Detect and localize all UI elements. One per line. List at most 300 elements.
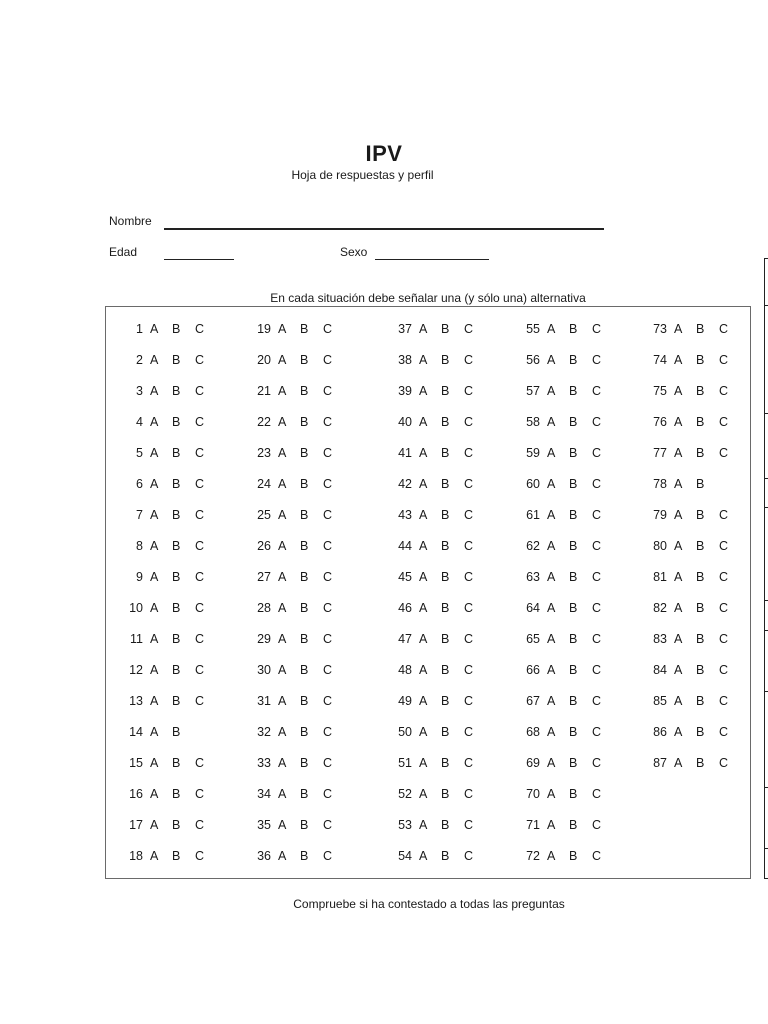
answer-option-c[interactable]: C (592, 849, 602, 863)
question-number: 52 (398, 787, 412, 801)
answer-option-b[interactable]: B (569, 725, 578, 739)
question-number: 14 (129, 725, 143, 739)
answer-option-c[interactable]: C (195, 787, 205, 801)
answer-option-c[interactable]: C (592, 756, 602, 770)
answer-option-c[interactable]: C (719, 539, 729, 553)
answer-option-a[interactable]: A (278, 353, 287, 367)
answer-option-b[interactable]: B (441, 756, 450, 770)
answer-option-c[interactable]: C (592, 663, 602, 677)
answer-option-c[interactable]: C (464, 384, 474, 398)
answer-option-c[interactable]: C (592, 322, 602, 336)
answer-option-a[interactable]: A (278, 787, 287, 801)
question-number: 6 (136, 477, 143, 491)
answer-option-a[interactable]: A (419, 353, 428, 367)
answer-option-b[interactable]: B (172, 787, 181, 801)
answer-option-b[interactable]: B (300, 322, 309, 336)
answer-option-c[interactable]: C (323, 756, 333, 770)
answer-option-a[interactable]: A (674, 353, 683, 367)
answer-option-a[interactable]: A (547, 508, 556, 522)
answer-option-a[interactable]: A (547, 849, 556, 863)
answer-option-b[interactable]: B (300, 818, 309, 832)
answer-option-b[interactable]: B (172, 477, 181, 491)
answer-option-a[interactable]: A (278, 632, 287, 646)
question-number: 47 (398, 632, 412, 646)
answer-option-b[interactable]: B (569, 415, 578, 429)
answer-option-b[interactable]: B (172, 415, 181, 429)
question-number: 30 (257, 663, 271, 677)
answer-option-c[interactable]: C (323, 632, 333, 646)
answer-option-c[interactable]: C (323, 446, 333, 460)
question-number: 54 (398, 849, 412, 863)
question-number: 28 (257, 601, 271, 615)
answer-option-b[interactable]: B (172, 508, 181, 522)
answer-option-c[interactable]: C (323, 384, 333, 398)
answer-option-a[interactable]: A (150, 322, 159, 336)
answer-option-c[interactable]: C (719, 384, 729, 398)
answer-option-b[interactable]: B (172, 756, 181, 770)
answer-option-a[interactable]: A (419, 787, 428, 801)
answer-option-b[interactable]: B (172, 539, 181, 553)
question-number: 21 (257, 384, 271, 398)
answer-option-c[interactable]: C (719, 353, 729, 367)
answer-option-a[interactable]: A (674, 725, 683, 739)
answer-option-b[interactable]: B (300, 632, 309, 646)
question-number: 7 (136, 508, 143, 522)
answer-option-c[interactable]: C (464, 415, 474, 429)
answer-option-b[interactable]: B (300, 663, 309, 677)
answer-option-c[interactable]: C (592, 446, 602, 460)
answer-option-a[interactable]: A (419, 632, 428, 646)
answer-option-c[interactable]: C (464, 508, 474, 522)
answer-option-a[interactable]: A (674, 539, 683, 553)
answer-option-b[interactable]: B (441, 818, 450, 832)
answer-option-b[interactable]: B (696, 384, 705, 398)
answer-option-c[interactable]: C (719, 632, 729, 646)
answer-option-a[interactable]: A (419, 601, 428, 615)
answer-option-b[interactable]: B (696, 477, 705, 491)
answer-option-a[interactable]: A (150, 384, 159, 398)
answer-option-c[interactable]: C (719, 756, 729, 770)
answer-option-a[interactable]: A (547, 446, 556, 460)
answer-option-c[interactable]: C (719, 322, 729, 336)
answer-option-a[interactable]: A (419, 322, 428, 336)
answer-option-a[interactable]: A (278, 663, 287, 677)
answer-option-c[interactable]: C (719, 415, 729, 429)
answer-option-c[interactable]: C (195, 322, 205, 336)
answer-option-c[interactable]: C (592, 570, 602, 584)
answer-option-b[interactable]: B (569, 787, 578, 801)
answer-option-b[interactable]: B (441, 849, 450, 863)
answer-option-b[interactable]: B (569, 570, 578, 584)
answer-option-c[interactable]: C (195, 849, 205, 863)
answer-option-a[interactable]: A (674, 570, 683, 584)
answer-option-a[interactable]: A (419, 694, 428, 708)
answer-option-b[interactable]: B (300, 415, 309, 429)
answer-option-c[interactable]: C (464, 322, 474, 336)
answer-option-c[interactable]: C (464, 632, 474, 646)
answer-option-c[interactable]: C (592, 384, 602, 398)
answer-option-b[interactable]: B (300, 694, 309, 708)
answer-option-b[interactable]: B (569, 477, 578, 491)
answer-option-b[interactable]: B (696, 570, 705, 584)
question-number: 13 (129, 694, 143, 708)
question-number: 33 (257, 756, 271, 770)
answer-option-a[interactable]: A (674, 477, 683, 491)
answer-option-b[interactable]: B (696, 322, 705, 336)
answer-option-a[interactable]: A (674, 384, 683, 398)
question-number: 56 (526, 353, 540, 367)
profile-chart-tick (764, 305, 768, 306)
answer-option-a[interactable]: A (150, 570, 159, 584)
answer-option-c[interactable]: C (464, 663, 474, 677)
answer-option-b[interactable]: B (172, 353, 181, 367)
answer-option-b[interactable]: B (441, 663, 450, 677)
answer-option-a[interactable]: A (278, 446, 287, 460)
answer-option-b[interactable]: B (300, 849, 309, 863)
answer-option-a[interactable]: A (547, 322, 556, 336)
answer-option-b[interactable]: B (569, 694, 578, 708)
answer-option-b[interactable]: B (569, 446, 578, 460)
answer-option-a[interactable]: A (150, 601, 159, 615)
answer-option-c[interactable]: C (464, 477, 474, 491)
question-number: 43 (398, 508, 412, 522)
answer-option-a[interactable]: A (419, 539, 428, 553)
answer-option-c[interactable]: C (464, 539, 474, 553)
answer-option-c[interactable]: C (592, 508, 602, 522)
answer-option-c[interactable]: C (195, 756, 205, 770)
answer-option-b[interactable]: B (172, 849, 181, 863)
answer-option-b[interactable]: B (172, 322, 181, 336)
answer-option-b[interactable]: B (569, 539, 578, 553)
sex-field-line[interactable] (375, 259, 489, 260)
answer-option-a[interactable]: A (674, 601, 683, 615)
answer-option-a[interactable]: A (150, 477, 159, 491)
answer-option-b[interactable]: B (696, 601, 705, 615)
answer-option-c[interactable]: C (592, 477, 602, 491)
answer-option-b[interactable]: B (300, 570, 309, 584)
answer-option-c[interactable]: C (323, 849, 333, 863)
answer-option-b[interactable]: B (569, 353, 578, 367)
answer-option-b[interactable]: B (696, 663, 705, 677)
answer-option-c[interactable]: C (323, 570, 333, 584)
answer-option-a[interactable]: A (278, 570, 287, 584)
answer-option-a[interactable]: A (547, 477, 556, 491)
answer-option-a[interactable]: A (419, 849, 428, 863)
answer-option-c[interactable]: C (719, 725, 729, 739)
answer-option-b[interactable]: B (696, 446, 705, 460)
answer-option-a[interactable]: A (419, 570, 428, 584)
answer-option-c[interactable]: C (323, 694, 333, 708)
answer-option-c[interactable]: C (195, 601, 205, 615)
answer-option-b[interactable]: B (569, 756, 578, 770)
answer-option-b[interactable]: B (441, 446, 450, 460)
question-number: 36 (257, 849, 271, 863)
answer-option-b[interactable]: B (696, 415, 705, 429)
answer-option-c[interactable]: C (323, 787, 333, 801)
answer-option-b[interactable]: B (300, 539, 309, 553)
answer-option-a[interactable]: A (278, 322, 287, 336)
answer-option-a[interactable]: A (278, 601, 287, 615)
answer-option-c[interactable]: C (323, 415, 333, 429)
answer-option-a[interactable]: A (547, 353, 556, 367)
answer-option-b[interactable]: B (569, 384, 578, 398)
question-number: 22 (257, 415, 271, 429)
answer-option-c[interactable]: C (719, 446, 729, 460)
answer-option-c[interactable]: C (323, 508, 333, 522)
answer-option-c[interactable]: C (719, 508, 729, 522)
profile-chart-tick (764, 691, 768, 692)
answer-option-a[interactable]: A (547, 601, 556, 615)
answer-option-a[interactable]: A (674, 632, 683, 646)
answer-option-c[interactable]: C (464, 849, 474, 863)
answer-option-b[interactable]: B (441, 384, 450, 398)
answer-option-a[interactable]: A (278, 508, 287, 522)
question-number: 29 (257, 632, 271, 646)
answer-option-b[interactable]: B (569, 818, 578, 832)
answer-option-b[interactable]: B (300, 756, 309, 770)
answer-option-c[interactable]: C (195, 415, 205, 429)
answer-option-b[interactable]: B (172, 384, 181, 398)
answer-option-a[interactable]: A (674, 663, 683, 677)
question-number: 46 (398, 601, 412, 615)
answer-option-c[interactable]: C (719, 570, 729, 584)
answer-option-c[interactable]: C (464, 353, 474, 367)
answer-option-c[interactable]: C (592, 539, 602, 553)
answer-option-a[interactable]: A (278, 539, 287, 553)
answer-option-a[interactable]: A (150, 663, 159, 677)
answer-option-c[interactable]: C (464, 787, 474, 801)
answer-option-c[interactable]: C (195, 477, 205, 491)
answer-option-a[interactable]: A (674, 322, 683, 336)
answer-option-c[interactable]: C (592, 694, 602, 708)
answer-option-b[interactable]: B (441, 787, 450, 801)
answer-option-b[interactable]: B (300, 508, 309, 522)
answer-option-a[interactable]: A (150, 415, 159, 429)
answer-option-a[interactable]: A (150, 353, 159, 367)
answer-option-a[interactable]: A (419, 415, 428, 429)
answer-option-b[interactable]: B (569, 849, 578, 863)
answer-option-a[interactable]: A (547, 756, 556, 770)
answer-option-a[interactable]: A (150, 694, 159, 708)
answer-option-c[interactable]: C (592, 601, 602, 615)
answer-option-c[interactable]: C (195, 353, 205, 367)
answer-option-b[interactable]: B (441, 601, 450, 615)
answer-option-a[interactable]: A (278, 725, 287, 739)
answer-option-c[interactable]: C (592, 632, 602, 646)
answer-option-b[interactable]: B (172, 601, 181, 615)
answer-option-a[interactable]: A (419, 663, 428, 677)
answer-option-b[interactable]: B (300, 446, 309, 460)
answer-option-b[interactable]: B (441, 725, 450, 739)
question-number: 32 (257, 725, 271, 739)
answer-option-a[interactable]: A (150, 756, 159, 770)
answer-option-b[interactable]: B (441, 477, 450, 491)
answer-option-c[interactable]: C (323, 725, 333, 739)
answer-option-b[interactable]: B (441, 322, 450, 336)
answer-option-a[interactable]: A (150, 632, 159, 646)
answer-option-a[interactable]: A (547, 570, 556, 584)
answer-option-b[interactable]: B (300, 725, 309, 739)
answer-option-a[interactable]: A (419, 384, 428, 398)
answer-option-a[interactable]: A (547, 632, 556, 646)
answer-option-a[interactable]: A (150, 818, 159, 832)
answer-option-a[interactable]: A (674, 756, 683, 770)
answer-option-a[interactable]: A (278, 756, 287, 770)
answer-option-b[interactable]: B (300, 601, 309, 615)
question-number: 83 (653, 632, 667, 646)
answer-option-c[interactable]: C (195, 818, 205, 832)
answer-option-a[interactable]: A (419, 477, 428, 491)
answer-option-c[interactable]: C (323, 322, 333, 336)
profile-chart-tick (764, 258, 768, 259)
question-number: 84 (653, 663, 667, 677)
answer-option-b[interactable]: B (569, 508, 578, 522)
answer-option-c[interactable]: C (195, 384, 205, 398)
answer-option-b[interactable]: B (300, 477, 309, 491)
question-number: 50 (398, 725, 412, 739)
answer-option-a[interactable]: A (278, 818, 287, 832)
answer-option-b[interactable]: B (569, 322, 578, 336)
answer-option-c[interactable]: C (195, 570, 205, 584)
answer-option-b[interactable]: B (441, 539, 450, 553)
answer-option-c[interactable]: C (592, 787, 602, 801)
profile-chart-tick (764, 600, 768, 601)
answer-option-a[interactable]: A (150, 725, 159, 739)
answer-option-b[interactable]: B (696, 539, 705, 553)
name-field-line[interactable] (164, 228, 604, 230)
answer-option-a[interactable]: A (674, 508, 683, 522)
answer-option-c[interactable]: C (464, 756, 474, 770)
answer-option-a[interactable]: A (547, 725, 556, 739)
answer-option-c[interactable]: C (323, 539, 333, 553)
answer-option-b[interactable]: B (696, 725, 705, 739)
answer-option-a[interactable]: A (419, 818, 428, 832)
question-number: 80 (653, 539, 667, 553)
answer-option-c[interactable]: C (719, 663, 729, 677)
answer-option-c[interactable]: C (464, 725, 474, 739)
answer-option-a[interactable]: A (419, 446, 428, 460)
answer-option-a[interactable]: A (150, 508, 159, 522)
answer-option-c[interactable]: C (592, 353, 602, 367)
answer-option-c[interactable]: C (464, 694, 474, 708)
answer-option-a[interactable]: A (278, 415, 287, 429)
answer-option-a[interactable]: A (150, 849, 159, 863)
answer-option-b[interactable]: B (441, 415, 450, 429)
answer-option-a[interactable]: A (419, 508, 428, 522)
answer-option-c[interactable]: C (323, 353, 333, 367)
question-number: 12 (129, 663, 143, 677)
answer-option-a[interactable]: A (150, 539, 159, 553)
answer-option-c[interactable]: C (464, 818, 474, 832)
answer-option-b[interactable]: B (569, 601, 578, 615)
answer-option-a[interactable]: A (674, 694, 683, 708)
answer-option-c[interactable]: C (592, 818, 602, 832)
answer-option-b[interactable]: B (441, 353, 450, 367)
answer-option-c[interactable]: C (195, 632, 205, 646)
answer-option-c[interactable]: C (464, 570, 474, 584)
answer-option-c[interactable]: C (323, 601, 333, 615)
answer-option-a[interactable]: A (419, 756, 428, 770)
answer-option-b[interactable]: B (172, 818, 181, 832)
question-number: 20 (257, 353, 271, 367)
answer-option-b[interactable]: B (441, 694, 450, 708)
answer-option-a[interactable]: A (278, 849, 287, 863)
answer-option-a[interactable]: A (547, 539, 556, 553)
answer-option-c[interactable]: C (719, 601, 729, 615)
answer-option-b[interactable]: B (569, 663, 578, 677)
answer-option-c[interactable]: C (195, 446, 205, 460)
answer-option-b[interactable]: B (441, 570, 450, 584)
question-number: 72 (526, 849, 540, 863)
answer-option-c[interactable]: C (464, 446, 474, 460)
question-number: 41 (398, 446, 412, 460)
question-number: 44 (398, 539, 412, 553)
answer-option-c[interactable]: C (195, 663, 205, 677)
answer-option-b[interactable]: B (569, 632, 578, 646)
answer-option-c[interactable]: C (464, 601, 474, 615)
answer-option-b[interactable]: B (696, 632, 705, 646)
question-number: 15 (129, 756, 143, 770)
answer-option-c[interactable]: C (592, 725, 602, 739)
answer-option-c[interactable]: C (195, 694, 205, 708)
question-number: 18 (129, 849, 143, 863)
answer-option-a[interactable]: A (150, 446, 159, 460)
answer-option-a[interactable]: A (674, 446, 683, 460)
answer-option-b[interactable]: B (172, 663, 181, 677)
answer-option-b[interactable]: B (696, 756, 705, 770)
answer-option-b[interactable]: B (172, 446, 181, 460)
answer-option-c[interactable]: C (719, 694, 729, 708)
answer-option-c[interactable]: C (592, 415, 602, 429)
answer-option-a[interactable]: A (547, 663, 556, 677)
answer-option-b[interactable]: B (441, 632, 450, 646)
answer-option-c[interactable]: C (195, 539, 205, 553)
answer-option-a[interactable]: A (419, 725, 428, 739)
answer-option-c[interactable]: C (195, 508, 205, 522)
question-number: 34 (257, 787, 271, 801)
question-number: 78 (653, 477, 667, 491)
answer-option-c[interactable]: C (323, 818, 333, 832)
answer-option-b[interactable]: B (696, 508, 705, 522)
answer-option-a[interactable]: A (278, 477, 287, 491)
answer-option-b[interactable]: B (172, 570, 181, 584)
question-number: 60 (526, 477, 540, 491)
answer-option-b[interactable]: B (696, 353, 705, 367)
answer-option-b[interactable]: B (172, 632, 181, 646)
answer-option-c[interactable]: C (323, 663, 333, 677)
answer-option-c[interactable]: C (323, 477, 333, 491)
answer-option-a[interactable]: A (547, 415, 556, 429)
answer-option-b[interactable]: B (696, 694, 705, 708)
answer-option-a[interactable]: A (278, 384, 287, 398)
answer-option-a[interactable]: A (547, 694, 556, 708)
answer-option-a[interactable]: A (674, 415, 683, 429)
answer-option-a[interactable]: A (547, 818, 556, 832)
answer-option-b[interactable]: B (172, 725, 181, 739)
answer-option-a[interactable]: A (150, 787, 159, 801)
answer-option-b[interactable]: B (300, 384, 309, 398)
answer-option-a[interactable]: A (278, 694, 287, 708)
age-field-line[interactable] (164, 259, 234, 260)
answer-option-b[interactable]: B (172, 694, 181, 708)
answer-option-a[interactable]: A (547, 787, 556, 801)
answer-option-b[interactable]: B (441, 508, 450, 522)
answer-option-b[interactable]: B (300, 353, 309, 367)
answer-option-a[interactable]: A (547, 384, 556, 398)
answer-option-b[interactable]: B (300, 787, 309, 801)
question-number: 5 (136, 446, 143, 460)
question-number: 40 (398, 415, 412, 429)
